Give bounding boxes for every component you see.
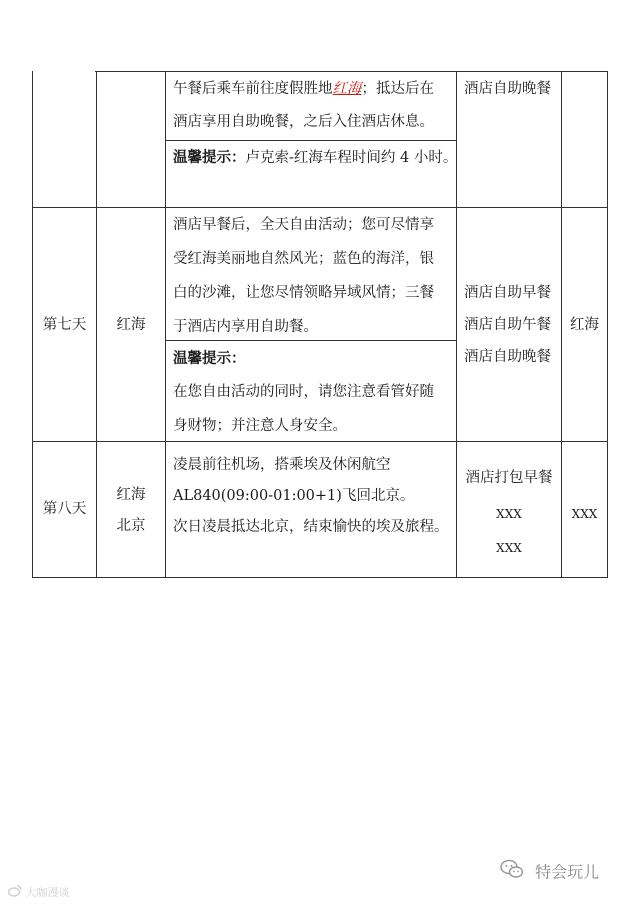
watermark-right: [500, 858, 599, 884]
tip-line: 在您自由活动的同时，请您注意看管好随: [173, 384, 434, 400]
tip-line: 身财物；并注意人身安全。: [173, 418, 347, 434]
itinerary-text: 午餐后乘车前往度假胜地: [173, 81, 333, 97]
hotel-cell: XXX: [571, 507, 598, 521]
table-top-border: [95, 71, 608, 72]
itinerary-line: 白的沙滩，让您尽情领略异域风情；三餐: [173, 285, 434, 301]
table-col-line: [165, 71, 166, 578]
meal-item: XXX: [496, 507, 522, 521]
watermark-left: [8, 884, 70, 900]
table-row-line: [165, 140, 456, 141]
day-cell: 第七天: [42, 317, 87, 333]
weibo-logo-icon: [8, 885, 22, 900]
meal-item: 酒店打包早餐: [465, 470, 553, 486]
itinerary-line: 次日凌晨抵达北京，结束愉快的埃及旅程。: [173, 519, 449, 535]
itinerary-line: 于酒店内享用自助餐。: [173, 319, 318, 335]
wechat-logo-icon: [500, 858, 524, 884]
watermark-right-text: 特会玩儿: [535, 862, 600, 882]
table-row-line: [32, 207, 608, 208]
itinerary-text: 酒店享用自助晚餐，之后入住酒店休息。: [173, 114, 434, 130]
meal-item: 酒店自助晚餐: [464, 349, 551, 365]
itinerary-line: 酒店早餐后，全天自由活动；您可尽情享: [173, 217, 434, 233]
itinerary-line: 受红海美丽地自然风光；蓝色的海洋，银: [173, 251, 434, 267]
place-cell: 红海: [116, 317, 146, 333]
tip-line: [173, 149, 457, 167]
hotel-cell: 红海: [570, 317, 599, 333]
tip-label: 温馨提示：: [173, 149, 246, 166]
itinerary-text: ；抵达后在: [361, 81, 434, 97]
table-bottom-border: [32, 577, 608, 578]
tip-label: 温馨提示：: [173, 350, 246, 367]
itinerary-line: 凌晨前往机场，搭乘埃及休闲航空: [173, 457, 391, 473]
place-cell: 红海: [116, 487, 146, 503]
itinerary-line: [173, 113, 434, 131]
itinerary-line: [173, 80, 434, 98]
table-col-line: [456, 71, 457, 578]
place-cell: 北京: [116, 518, 146, 534]
tip-text: 卢克索-红海车程时间约 4 小时。: [245, 150, 458, 166]
meal-item: 酒店自助早餐: [464, 285, 551, 301]
table-row-line: [165, 340, 456, 341]
meal-item: 酒店自助晚餐: [464, 81, 551, 97]
meal-item: 酒店自助午餐: [464, 317, 551, 333]
highlighted-place: 红海: [332, 81, 362, 97]
table-col-line: [607, 71, 608, 578]
day-cell: 第八天: [42, 501, 87, 517]
table-row-line: [32, 441, 608, 442]
watermark-left-text: 大咖漫谈: [25, 886, 70, 899]
meal-item: XXX: [496, 541, 522, 555]
itinerary-line: AL840(09:00-01:00+1)飞回北京。: [173, 488, 415, 504]
